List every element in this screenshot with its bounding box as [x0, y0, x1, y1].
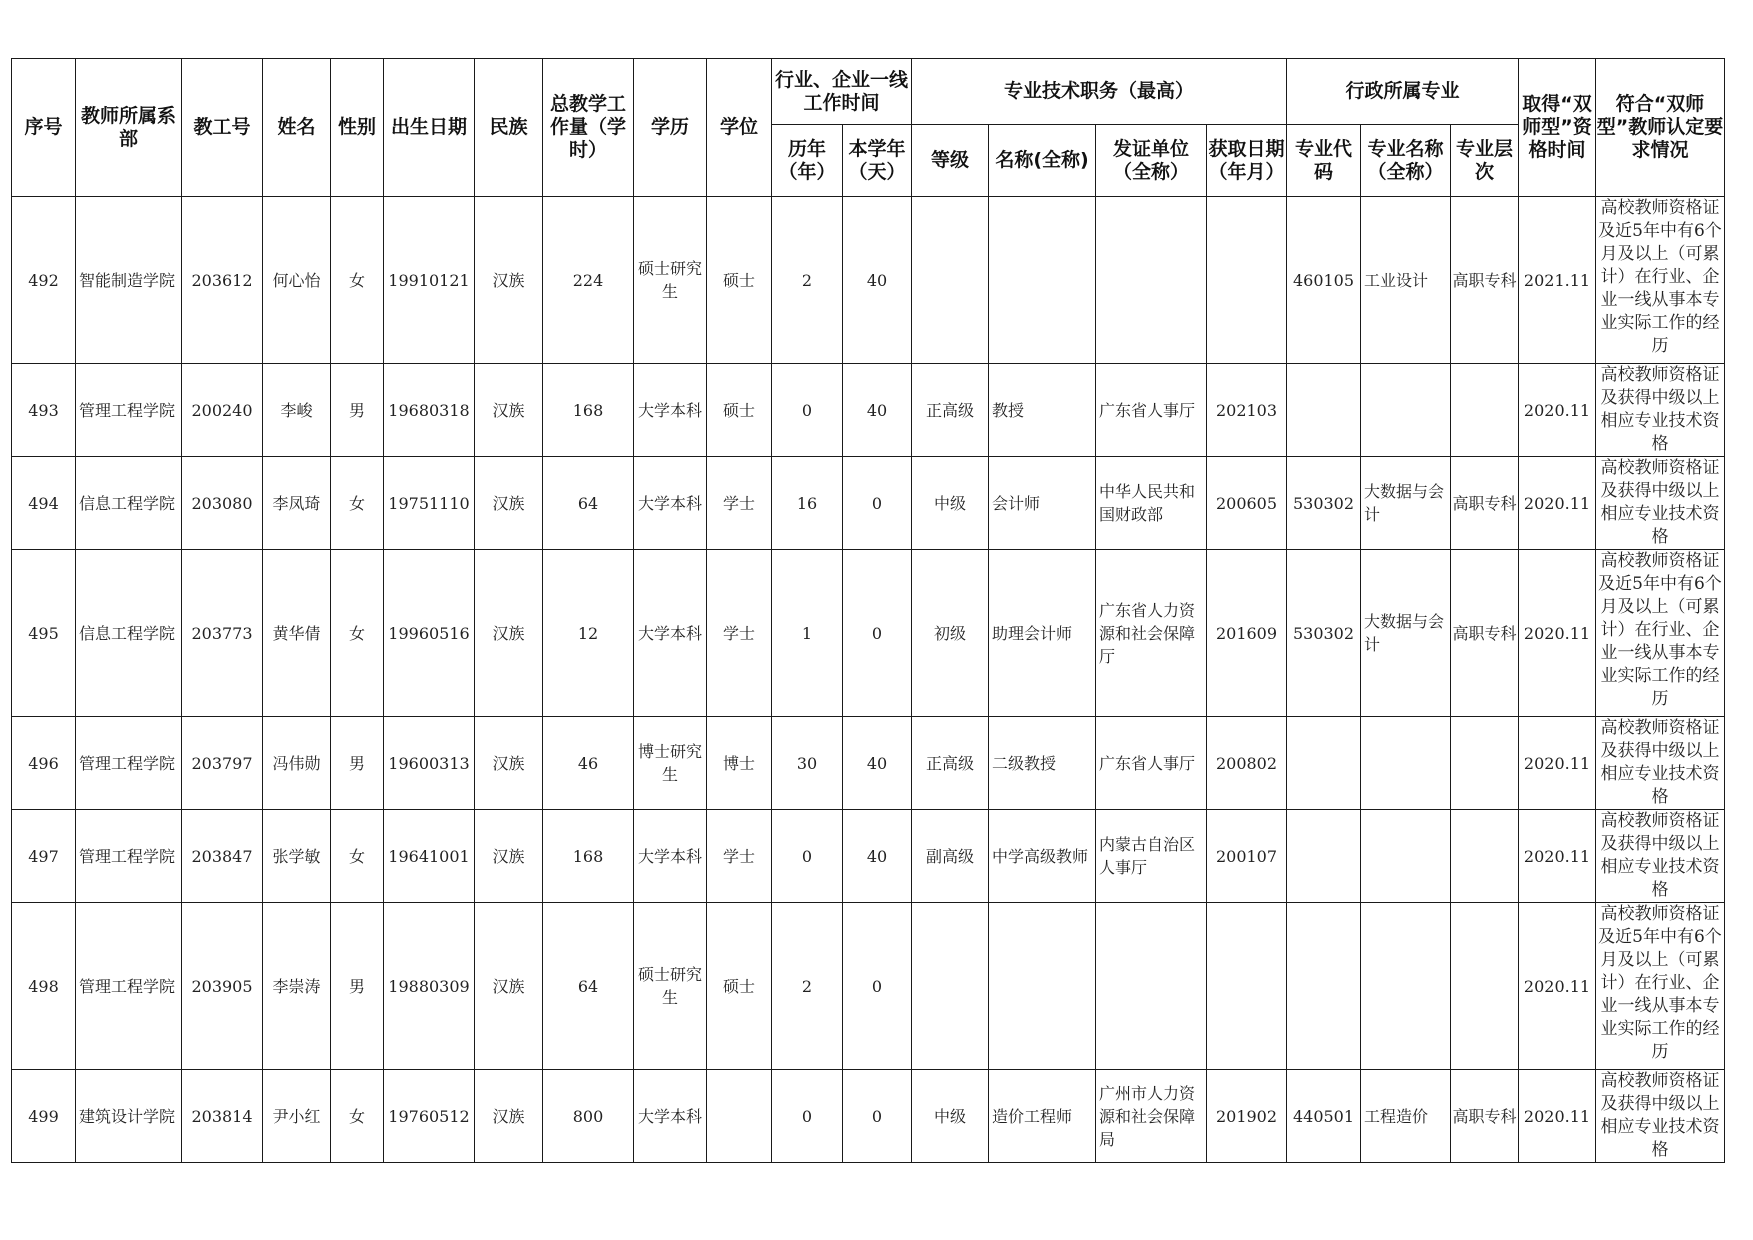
cell-title-issuer: 中华人民共和国财政部 [1096, 457, 1207, 550]
header-industry-days [843, 125, 912, 197]
cell-major-level [1451, 364, 1519, 457]
cell-requirement [1596, 810, 1725, 903]
cell-major-name: 大数据与会计 [1361, 457, 1451, 550]
header-major-level [1451, 125, 1519, 197]
cell-requirement-text: 高校教师资格证及近5年中有6个月及以上（可累计）在行业、企业一线从事本专业实际工作的经历 [1598, 904, 1722, 1062]
cell-birth: 19960516 [384, 550, 475, 717]
cell-industry-days: 40 [843, 364, 912, 457]
cell-requirement [1596, 1070, 1725, 1163]
cell-industry-days: 0 [843, 550, 912, 717]
cell-gender: 女 [331, 1070, 384, 1163]
cell-ethnicity: 汉族 [475, 197, 543, 364]
cell-dept: 管理工程学院 [76, 717, 182, 810]
header-major-level-text: 专业层次 [1455, 137, 1513, 183]
cell-industry-years: 0 [772, 364, 843, 457]
cell-title-date: 202103 [1207, 364, 1287, 457]
cell-major-code: 460105 [1287, 197, 1361, 364]
table-row [12, 717, 1725, 810]
cell-workload: 64 [543, 457, 634, 550]
cell-title-name [989, 197, 1096, 364]
cell-requirement-text: 高校教师资格证及获得中级以上相应专业技术资格 [1600, 1071, 1720, 1160]
header-major-code-text: 专业代码 [1294, 137, 1352, 183]
cell-major-code [1287, 364, 1361, 457]
cell-title-level: 副高级 [912, 810, 989, 903]
cell-qual-time: 2020.11 [1519, 903, 1596, 1070]
cell-dept: 管理工程学院 [76, 364, 182, 457]
header-qual-time: 取得“双师型”资格时间 [1519, 59, 1596, 197]
cell-requirement [1596, 717, 1725, 810]
header-major-name-text: 专业名称（全称） [1367, 137, 1444, 183]
cell-title-date: 201609 [1207, 550, 1287, 717]
cell-birth: 19751110 [384, 457, 475, 550]
cell-major-code [1287, 903, 1361, 1070]
cell-workload: 46 [543, 717, 634, 810]
cell-title-level: 正高级 [912, 364, 989, 457]
cell-title-name: 中学高级教师 [989, 810, 1096, 903]
cell-requirement [1596, 457, 1725, 550]
cell-dept: 信息工程学院 [76, 457, 182, 550]
cell-degree: 硕士 [707, 364, 772, 457]
header-birth: 出生日期 [384, 59, 475, 197]
cell-education: 硕士研究生 [634, 197, 707, 364]
cell-major-code: 530302 [1287, 550, 1361, 717]
cell-major-level: 高职专科 [1451, 550, 1519, 717]
cell-qual-time: 2020.11 [1519, 717, 1596, 810]
cell-industry-years: 2 [772, 197, 843, 364]
cell-title-name [989, 903, 1096, 1070]
cell-birth: 19680318 [384, 364, 475, 457]
cell-staff-id: 200240 [182, 364, 263, 457]
cell-degree: 学士 [707, 550, 772, 717]
cell-major-name: 大数据与会计 [1361, 550, 1451, 717]
cell-education: 大学本科 [634, 810, 707, 903]
cell-title-level [912, 903, 989, 1070]
cell-name: 李凤琦 [263, 457, 331, 550]
cell-staff-id: 203773 [182, 550, 263, 717]
cell-requirement-text: 高校教师资格证及获得中级以上相应专业技术资格 [1600, 718, 1720, 807]
cell-workload: 168 [543, 810, 634, 903]
cell-degree: 学士 [707, 457, 772, 550]
cell-gender: 女 [331, 197, 384, 364]
header-requirement: 符合“双师型”教师认定要求情况 [1596, 59, 1725, 197]
cell-seq: 492 [12, 197, 76, 364]
header-title-issuer-text: 发证单位（全称） [1112, 137, 1189, 183]
cell-seq: 499 [12, 1070, 76, 1163]
table-row [12, 810, 1725, 903]
cell-qual-time: 2020.11 [1519, 364, 1596, 457]
header-title-issuer [1096, 125, 1207, 197]
cell-title-level: 中级 [912, 1070, 989, 1163]
cell-education: 博士研究生 [634, 717, 707, 810]
cell-major-code [1287, 717, 1361, 810]
header-title-group: 专业技术职务（最高） [912, 59, 1287, 125]
cell-industry-days: 0 [843, 1070, 912, 1163]
cell-industry-years: 30 [772, 717, 843, 810]
cell-birth: 19880309 [384, 903, 475, 1070]
cell-degree [707, 1070, 772, 1163]
header-ethnicity: 民族 [475, 59, 543, 197]
cell-title-date: 200802 [1207, 717, 1287, 810]
cell-staff-id: 203814 [182, 1070, 263, 1163]
cell-ethnicity: 汉族 [475, 903, 543, 1070]
cell-industry-days: 40 [843, 197, 912, 364]
header-industry-years-text: 历年（年） [778, 137, 836, 183]
cell-name: 何心怡 [263, 197, 331, 364]
cell-title-level: 正高级 [912, 717, 989, 810]
header-gender: 性别 [331, 59, 384, 197]
cell-major-name [1361, 364, 1451, 457]
table-row [12, 1070, 1725, 1163]
header-major-group: 行政所属专业 [1287, 59, 1519, 125]
cell-title-issuer: 广东省人力资源和社会保障厅 [1096, 550, 1207, 717]
cell-qual-time: 2020.11 [1519, 457, 1596, 550]
table-row [12, 903, 1725, 1070]
cell-major-code [1287, 810, 1361, 903]
cell-ethnicity: 汉族 [475, 1070, 543, 1163]
cell-staff-id: 203847 [182, 810, 263, 903]
teacher-table [11, 58, 1725, 1163]
cell-seq: 498 [12, 903, 76, 1070]
cell-gender: 男 [331, 364, 384, 457]
cell-major-name [1361, 903, 1451, 1070]
cell-dept: 信息工程学院 [76, 550, 182, 717]
cell-major-level: 高职专科 [1451, 457, 1519, 550]
cell-industry-years: 1 [772, 550, 843, 717]
cell-title-name: 教授 [989, 364, 1096, 457]
cell-name: 李峻 [263, 364, 331, 457]
cell-education: 硕士研究生 [634, 903, 707, 1070]
cell-requirement [1596, 364, 1725, 457]
cell-seq: 493 [12, 364, 76, 457]
header-staff-id: 教工号 [182, 59, 263, 197]
cell-title-name: 助理会计师 [989, 550, 1096, 717]
cell-name: 冯伟勋 [263, 717, 331, 810]
cell-major-name [1361, 717, 1451, 810]
cell-industry-years: 2 [772, 903, 843, 1070]
header-degree: 学位 [707, 59, 772, 197]
cell-requirement-text: 高校教师资格证及近5年中有6个月及以上（可累计）在行业、企业一线从事本专业实际工作的经历 [1598, 551, 1722, 709]
header-row-1 [12, 59, 1725, 125]
cell-gender: 男 [331, 903, 384, 1070]
cell-title-issuer: 广东省人事厅 [1096, 717, 1207, 810]
cell-industry-days: 0 [843, 903, 912, 1070]
cell-requirement [1596, 197, 1725, 364]
cell-ethnicity: 汉族 [475, 717, 543, 810]
cell-seq: 497 [12, 810, 76, 903]
cell-major-name: 工程造价 [1361, 1070, 1451, 1163]
cell-title-issuer: 广州市人力资源和社会保障局 [1096, 1070, 1207, 1163]
header-seq: 序号 [12, 59, 76, 197]
cell-title-issuer [1096, 903, 1207, 1070]
cell-major-level [1451, 903, 1519, 1070]
cell-staff-id: 203080 [182, 457, 263, 550]
cell-industry-days: 0 [843, 457, 912, 550]
table-row [12, 457, 1725, 550]
cell-title-issuer: 广东省人事厅 [1096, 364, 1207, 457]
cell-workload: 12 [543, 550, 634, 717]
cell-industry-years: 16 [772, 457, 843, 550]
cell-workload: 168 [543, 364, 634, 457]
cell-degree: 学士 [707, 810, 772, 903]
cell-birth: 19641001 [384, 810, 475, 903]
cell-industry-years: 0 [772, 1070, 843, 1163]
cell-title-issuer [1096, 197, 1207, 364]
cell-qual-time: 2021.11 [1519, 197, 1596, 364]
header-title-level [912, 125, 989, 197]
cell-qual-time: 2020.11 [1519, 1070, 1596, 1163]
cell-industry-years: 0 [772, 810, 843, 903]
cell-major-code: 440501 [1287, 1070, 1361, 1163]
cell-major-level: 高职专科 [1451, 197, 1519, 364]
cell-staff-id: 203797 [182, 717, 263, 810]
cell-gender: 男 [331, 717, 384, 810]
header-title-date-text: 获取日期（年月） [1208, 137, 1285, 183]
cell-title-date [1207, 903, 1287, 1070]
cell-requirement [1596, 903, 1725, 1070]
cell-dept: 管理工程学院 [76, 810, 182, 903]
cell-requirement-text: 高校教师资格证及获得中级以上相应专业技术资格 [1600, 811, 1720, 900]
header-dept: 教师所属系部 [76, 59, 182, 197]
cell-birth: 19600313 [384, 717, 475, 810]
header-education: 学历 [634, 59, 707, 197]
cell-dept: 管理工程学院 [76, 903, 182, 1070]
header-title-level-text: 等级 [930, 149, 969, 171]
header-industry-years [772, 125, 843, 197]
cell-major-level: 高职专科 [1451, 1070, 1519, 1163]
cell-title-name: 造价工程师 [989, 1070, 1096, 1163]
cell-industry-days: 40 [843, 810, 912, 903]
cell-title-issuer: 内蒙古自治区人事厅 [1096, 810, 1207, 903]
cell-industry-days: 40 [843, 717, 912, 810]
cell-name: 黄华倩 [263, 550, 331, 717]
cell-seq: 495 [12, 550, 76, 717]
cell-birth: 19760512 [384, 1070, 475, 1163]
header-title-name [989, 125, 1096, 197]
header-name: 姓名 [263, 59, 331, 197]
cell-major-name [1361, 810, 1451, 903]
cell-major-name: 工业设计 [1361, 197, 1451, 364]
table-row [12, 364, 1725, 457]
cell-requirement-text: 高校教师资格证及获得中级以上相应专业技术资格 [1600, 458, 1720, 547]
cell-name: 尹小红 [263, 1070, 331, 1163]
cell-gender: 女 [331, 550, 384, 717]
cell-workload: 224 [543, 197, 634, 364]
cell-name: 李崇涛 [263, 903, 331, 1070]
cell-title-name: 二级教授 [989, 717, 1096, 810]
cell-ethnicity: 汉族 [475, 457, 543, 550]
cell-seq: 494 [12, 457, 76, 550]
cell-education: 大学本科 [634, 364, 707, 457]
cell-title-level: 中级 [912, 457, 989, 550]
cell-qual-time: 2020.11 [1519, 550, 1596, 717]
header-workload: 总教学工作量（学时） [543, 59, 634, 197]
cell-title-level [912, 197, 989, 364]
cell-staff-id: 203612 [182, 197, 263, 364]
cell-title-name: 会计师 [989, 457, 1096, 550]
header-title-date [1207, 125, 1287, 197]
cell-major-level [1451, 717, 1519, 810]
header-title-name-text: 名称(全称) [995, 149, 1089, 171]
cell-ethnicity: 汉族 [475, 810, 543, 903]
cell-name: 张学敏 [263, 810, 331, 903]
cell-education: 大学本科 [634, 550, 707, 717]
cell-title-date: 201902 [1207, 1070, 1287, 1163]
cell-workload: 64 [543, 903, 634, 1070]
table-row [12, 197, 1725, 364]
cell-education: 大学本科 [634, 1070, 707, 1163]
cell-gender: 女 [331, 810, 384, 903]
cell-dept: 建筑设计学院 [76, 1070, 182, 1163]
header-industry-group: 行业、企业一线工作时间 [772, 59, 912, 125]
cell-major-level [1451, 810, 1519, 903]
cell-requirement-text: 高校教师资格证及近5年中有6个月及以上（可累计）在行业、企业一线从事本专业实际工作的经历 [1598, 198, 1722, 356]
cell-gender: 女 [331, 457, 384, 550]
cell-ethnicity: 汉族 [475, 364, 543, 457]
header-major-code [1287, 125, 1361, 197]
header-industry-days-text: 本学年（天） [848, 137, 906, 183]
cell-title-level: 初级 [912, 550, 989, 717]
cell-major-code: 530302 [1287, 457, 1361, 550]
cell-staff-id: 203905 [182, 903, 263, 1070]
cell-ethnicity: 汉族 [475, 550, 543, 717]
cell-seq: 496 [12, 717, 76, 810]
header-major-name [1361, 125, 1451, 197]
cell-title-date [1207, 197, 1287, 364]
cell-qual-time: 2020.11 [1519, 810, 1596, 903]
cell-workload: 800 [543, 1070, 634, 1163]
cell-title-date: 200605 [1207, 457, 1287, 550]
cell-degree: 硕士 [707, 903, 772, 1070]
cell-degree: 博士 [707, 717, 772, 810]
cell-birth: 19910121 [384, 197, 475, 364]
cell-title-date: 200107 [1207, 810, 1287, 903]
table-row [12, 550, 1725, 717]
cell-dept: 智能制造学院 [76, 197, 182, 364]
cell-requirement [1596, 550, 1725, 717]
cell-education: 大学本科 [634, 457, 707, 550]
cell-degree: 硕士 [707, 197, 772, 364]
cell-requirement-text: 高校教师资格证及获得中级以上相应专业技术资格 [1600, 365, 1720, 454]
